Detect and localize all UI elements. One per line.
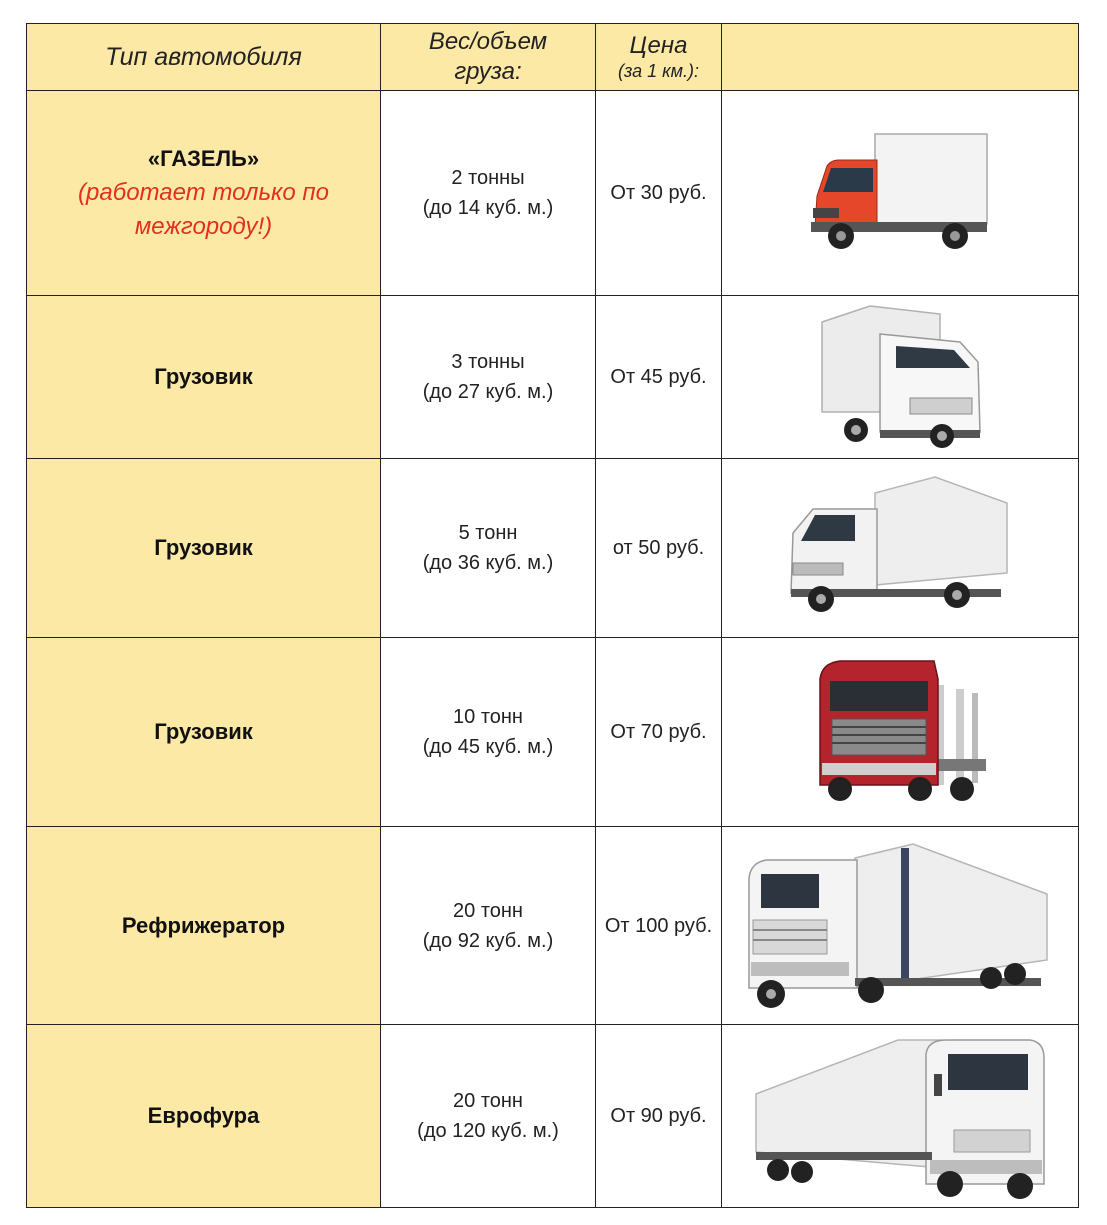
volume-value: (до 45 куб. м.): [422, 736, 554, 758]
vehicle-type: «ГАЗЕЛЬ»: [147, 146, 260, 171]
volume-value: (до 14 куб. м.): [422, 197, 554, 219]
timber-truck-icon: [810, 655, 990, 810]
vehicle-image-cell: [722, 827, 1079, 1025]
weight-value: 5 тонн: [458, 522, 518, 544]
volume-value: (до 120 куб. м.): [417, 1120, 559, 1142]
volume-value: (до 92 куб. м.): [422, 929, 554, 952]
vehicle-type-cell: [27, 638, 381, 827]
vehicle-image-cell: [722, 1025, 1079, 1208]
vehicle-image-cell: [722, 91, 1079, 296]
weight-value: 20 тонн: [453, 899, 523, 922]
eurotruck-trailer-icon: [750, 1034, 1050, 1199]
table-row: [27, 91, 1079, 296]
price-value: От 90 руб.: [596, 1025, 722, 1208]
vehicle-type: Грузовик: [154, 364, 253, 389]
price-value: От 45 руб.: [596, 296, 722, 459]
price-value: от 50 руб.: [596, 459, 722, 638]
vehicle-type: Грузовик: [154, 535, 253, 560]
vehicle-type-cell: [27, 827, 381, 1025]
weight-cell: [381, 827, 596, 1025]
table-row: [27, 459, 1079, 638]
vehicle-type: Рефрижератор: [121, 912, 286, 938]
header-image: [722, 24, 1079, 91]
header-weight-text: Вес/объем груза:: [428, 28, 548, 85]
table-row: [27, 638, 1079, 827]
volume-value: (до 36 куб. м.): [422, 552, 554, 574]
header-row: [27, 24, 1079, 91]
header-price-label: Цена: [629, 32, 688, 59]
vehicle-type-cell: [27, 296, 381, 459]
weight-cell: [381, 1025, 596, 1208]
price-value: От 100 руб.: [596, 827, 722, 1025]
table-row: [27, 1025, 1079, 1208]
header-weight: [381, 24, 596, 91]
header-price: [596, 24, 722, 91]
header-type: Тип автомобиля: [27, 24, 381, 91]
table-row: [27, 296, 1079, 459]
vehicle-type-cell: [27, 459, 381, 638]
vehicle-type: Грузовик: [154, 719, 253, 744]
gazelle-van-icon: [805, 126, 995, 261]
refrigerator-trailer-icon: [745, 838, 1055, 1013]
weight-cell: [381, 638, 596, 827]
weight-value: 2 тонны: [451, 167, 525, 189]
box-truck-medium-icon: [785, 473, 1015, 623]
header-price-unit: (за 1 км.):: [617, 61, 700, 81]
box-truck-small-icon: [810, 302, 990, 452]
vehicle-image-cell: [722, 638, 1079, 827]
volume-value: (до 27 куб. м.): [422, 381, 554, 403]
weight-cell: [381, 459, 596, 638]
vehicle-type: Еврофура: [147, 1103, 260, 1128]
vehicle-image-cell: [722, 459, 1079, 638]
weight-cell: [381, 296, 596, 459]
price-value: От 30 руб.: [596, 91, 722, 296]
weight-value: 10 тонн: [453, 706, 523, 728]
weight-value: 3 тонны: [451, 351, 525, 373]
vehicle-type-note: (работает только по межгороду!): [78, 179, 329, 240]
vehicle-type-cell: [27, 1025, 381, 1208]
weight-cell: [381, 91, 596, 296]
vehicle-image-cell: [722, 296, 1079, 459]
price-table: [26, 23, 1079, 1208]
vehicle-type-cell: [27, 91, 381, 296]
weight-value: 20 тонн: [453, 1090, 523, 1112]
price-value: От 70 руб.: [596, 638, 722, 827]
table-row: [27, 827, 1079, 1025]
